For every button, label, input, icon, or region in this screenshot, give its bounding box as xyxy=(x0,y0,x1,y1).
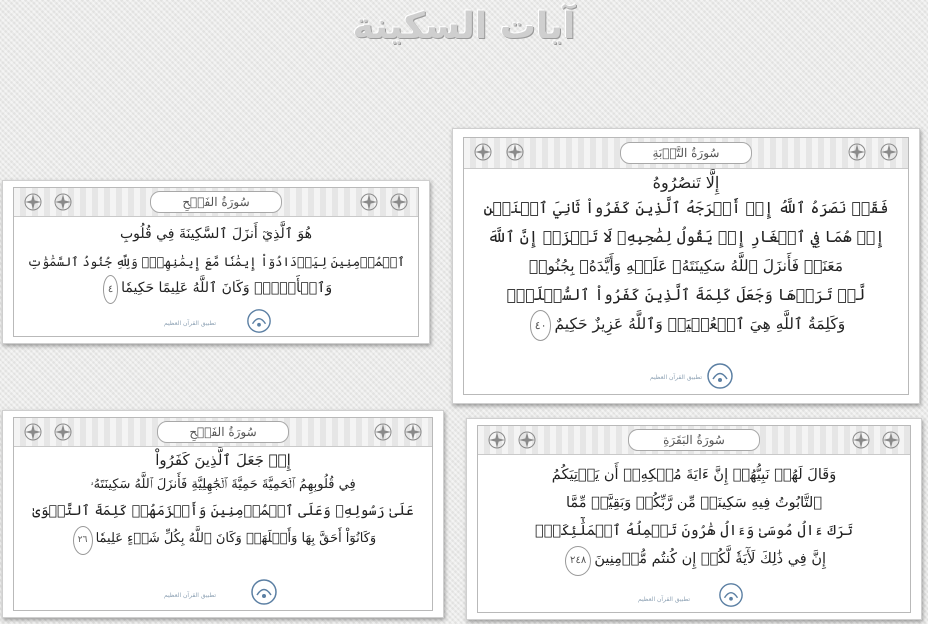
ornament-icon xyxy=(850,429,872,451)
card-fath-26 xyxy=(2,410,444,618)
verse-line xyxy=(26,525,420,555)
ornament-icon xyxy=(388,191,410,213)
verse-line-text: وَكَلِمَةُ ٱللَّهِ هِيَ ٱلۡعُلۡيَاۗ وَٱللَّهُ عَزِيزٌ حَكِيمٌ xyxy=(554,315,846,333)
ornament-icon xyxy=(516,429,538,451)
verse-text xyxy=(14,217,418,304)
page-title: آيات السكينة xyxy=(352,6,576,47)
ornament-icon xyxy=(52,421,74,443)
card-footer xyxy=(14,308,418,336)
ornament-icon xyxy=(358,191,380,213)
app-logo-icon xyxy=(718,582,744,608)
ornament-icon xyxy=(878,141,900,163)
verse-line: فَقَدۡ نَصَرَهُ ٱللَّهُ إِذۡ أَخۡرَجَهُ ٱلَّذِينَ كَفَرُواْ ثَانِيَ ٱثۡنَيۡنِ xyxy=(483,199,889,217)
app-logo-icon xyxy=(706,362,734,390)
card-header xyxy=(14,418,432,447)
ornament-icon xyxy=(372,421,394,443)
verse-line: فِي قُلُوبِهِمُ ٱلۡحَمِيَّةَ حَمِيَّةَ ٱلۡجَٰهِلِيَّةِ فَأَنزَلَ ٱللَّهُ سَكِينَتَهُۥ xyxy=(90,477,356,492)
card-header xyxy=(464,138,908,169)
card-fath-4 xyxy=(2,180,430,344)
card-footer xyxy=(478,582,910,612)
verse-text xyxy=(14,469,432,555)
verse-line-text: وَٱلۡأَرۡضِۚ وَكَانَ ٱللَّهُ عَلِيمًا حَكِيمٗا xyxy=(121,280,333,296)
card-footer xyxy=(464,360,908,394)
surah-name: سُورَةُ الفَتۡحِ xyxy=(150,191,282,213)
app-label: تطبيق القرآن العظيم xyxy=(638,596,691,603)
card-tawbah xyxy=(452,128,920,404)
verse-line: عَلَىٰ رَسُولِهِۦ وَعَلَى ٱلۡمُؤۡمِنِينَ وَأَلۡزَمَهُمۡ كَلِمَةَ ٱلتَّقۡوَىٰ xyxy=(32,503,414,519)
verse-line xyxy=(26,275,406,304)
app-logo-icon xyxy=(246,308,272,334)
verse-line: وَقَالَ لَهُمۡ نَبِيُّهُمۡ إِنَّ ءَايَةَ مُلۡكِهِۦٓ أَن يَأۡتِيَكُمُ xyxy=(551,467,837,483)
card-baqarah xyxy=(466,418,922,620)
ornament-icon xyxy=(486,429,508,451)
ayah-number: ٢٦ xyxy=(73,526,93,555)
ornament-icon xyxy=(22,421,44,443)
app-label: تطبيق القرآن العظيم xyxy=(164,592,217,599)
verse-line: هُوَ ٱلَّذِيٓ أَنزَلَ ٱلسَّكِينَةَ فِي قُلُوبِ xyxy=(119,226,313,242)
verse-line-text: إِنَّ فِي ذَٰلِكَ لَأٓيَةٗ لَّكُمۡ إِن كُنتُم مُّؤۡمِنِينَ xyxy=(594,551,826,567)
verse-line: مَعَنَاۖ فَأَنزَلَ ٱللَّهُ سَكِينَتَهُۥ عَلَيۡهِ وَأَيَّدَهُۥ بِجُنُودٖ xyxy=(528,257,844,275)
surah-name: سُورَةُ التَّوۡبَةِ xyxy=(620,142,752,164)
verse-line: لَّمۡ تَرَوۡهَا وَجَعَلَ كَلِمَةَ ٱلَّذِينَ كَفَرُواْ ٱلسُّفۡلَىٰۗ xyxy=(506,286,866,304)
ayah-number: ٤٠ xyxy=(530,310,552,341)
verse-line xyxy=(476,310,896,341)
ornament-icon xyxy=(22,191,44,213)
card-header xyxy=(478,426,910,455)
surah-name: سُورَةُ البَقَرَةِ xyxy=(628,429,760,451)
ornament-icon xyxy=(472,141,494,163)
verse-heading: إِلَّا تَنصُرُوهُ xyxy=(652,173,720,192)
verse-text xyxy=(478,455,910,576)
app-label: تطبيق القرآن العظيم xyxy=(164,320,217,327)
verse-line: ٱلۡمُؤۡمِنِينَ لِيَزۡدَادُوٓاْ إِيمَٰنٗا مَّعَ إِيمَٰنِهِمۡۗ وَلِلَّهِ جُنُودُ ٱلسَّمَٰوَٰتِ xyxy=(27,254,405,269)
verse-text xyxy=(464,192,908,341)
ornament-icon xyxy=(846,141,868,163)
app-logo-icon xyxy=(250,578,278,606)
app-label: تطبيق القرآن العظيم xyxy=(650,374,703,381)
ayah-number: ٢٤٨ xyxy=(565,546,591,576)
ornament-icon xyxy=(52,191,74,213)
ayah-number: ٤ xyxy=(103,275,118,304)
verse-line: إِذۡ هُمَا فِي ٱلۡغَارِ إِذۡ يَقُولُ لِصَٰحِبِهِۦ لَا تَحۡزَنۡ إِنَّ ٱللَّهَ xyxy=(487,228,885,246)
ornament-icon xyxy=(402,421,424,443)
verse-line xyxy=(490,545,898,576)
ornament-icon xyxy=(504,141,526,163)
surah-name: سُورَةُ الفَتۡحِ xyxy=(157,421,289,443)
ornament-icon xyxy=(880,429,902,451)
card-header xyxy=(14,188,418,217)
verse-line-text: وَكَانُوٓاْ أَحَقَّ بِهَا وَأَهۡلَهَاۚ وَكَانَ ٱللَّهُ بِكُلِّ شَيۡءٍ عَلِيمٗا xyxy=(95,531,377,546)
card-footer xyxy=(14,576,432,610)
verse-line: تَرَكَ ءَالُ مُوسَىٰ وَءَالُ هَٰرُونَ تَحۡمِلُهُ ٱلۡمَلَٰٓئِكَةُۚ xyxy=(535,523,853,539)
verse-heading: إِذۡ جَعَلَ ٱلَّذِينَ كَفَرُواْ xyxy=(155,451,291,469)
verse-line: ٱلتَّابُوتُ فِيهِ سَكِينَةٞ مِّن رَّبِّكُمۡ وَبَقِيَّةٞ مِّمَّا xyxy=(565,495,823,511)
